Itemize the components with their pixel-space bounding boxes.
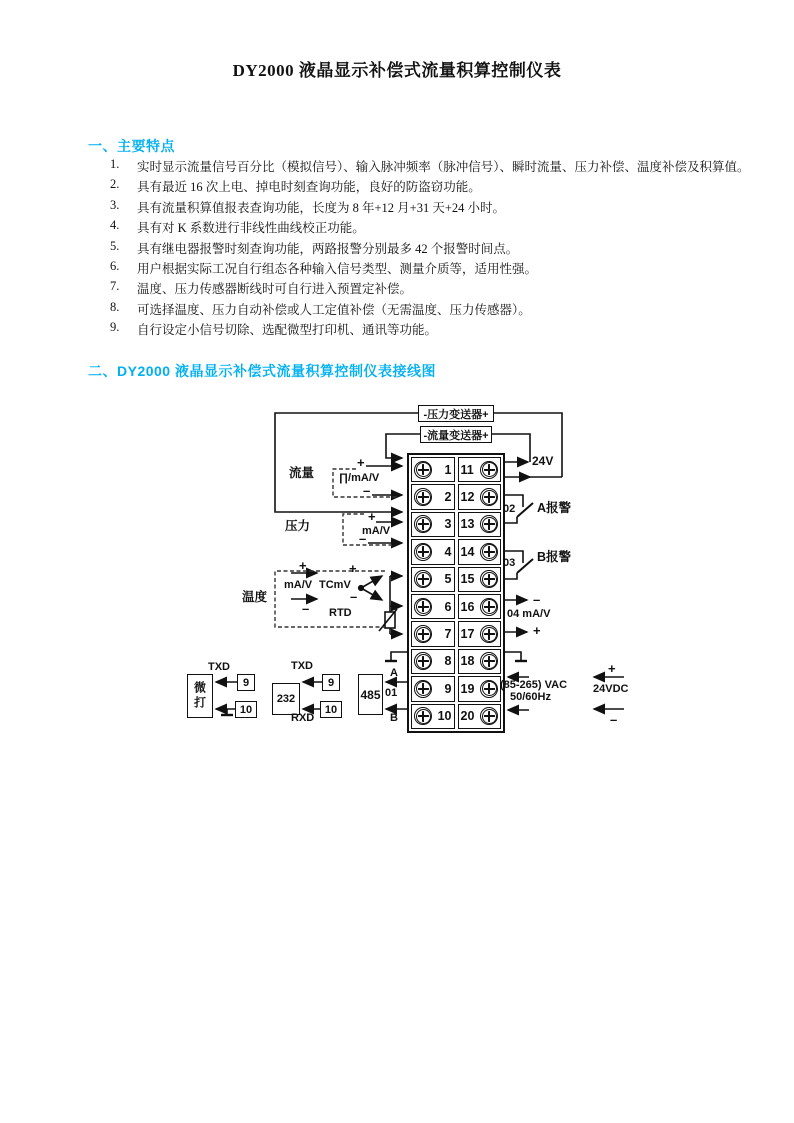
terminal-number: 10 [437, 709, 452, 724]
terminal-cell [411, 621, 455, 646]
feature-item [110, 300, 750, 320]
terminal-number: 8 [444, 654, 452, 669]
screw-icon [480, 570, 498, 588]
feature-item [110, 157, 750, 177]
item-number: 5. [110, 238, 120, 253]
terminal-number: 5 [444, 572, 452, 587]
tc-minus-sign: – [350, 589, 358, 604]
wiring-diagram [180, 400, 660, 750]
terminal-cell [411, 567, 455, 592]
terminal-number: 1 [444, 462, 452, 477]
terminal-number: 2 [444, 490, 452, 505]
analog-out-plus-sign: + [533, 623, 541, 638]
screw-icon [480, 707, 498, 725]
item-number: 7. [110, 279, 120, 294]
terminal-cell [411, 704, 455, 729]
item-number: 9. [110, 320, 120, 335]
rs232-box: 232 [272, 683, 300, 715]
screw-icon [480, 598, 498, 616]
temperature-input-label: 温度 [242, 590, 268, 604]
terminal-number: 7 [444, 627, 452, 642]
feature-item [110, 177, 750, 197]
power-24v-label: 24V [532, 454, 554, 468]
terminal-cell [458, 704, 502, 729]
rs485-box: 485 [358, 674, 383, 715]
screw-icon [480, 543, 498, 561]
printer-pin10-box: 10 [235, 701, 257, 718]
dc-minus-sign: – [610, 712, 618, 727]
screw-icon [480, 488, 498, 506]
item-number: 6. [110, 258, 120, 273]
terminal-cell [458, 512, 502, 537]
rs485-a-label: A [390, 667, 398, 679]
ac-frequency-label: 50/60Hz [510, 691, 551, 703]
analog-out-code: 04 mA/V [507, 608, 551, 620]
screw-icon [480, 680, 498, 698]
terminal-number: 12 [460, 490, 475, 505]
item-text: 具有最近 16 次上电、掉电时刻查询功能，良好的防盗窃功能。 [137, 180, 481, 195]
feature-item [110, 320, 750, 340]
pressure-signal-type: mA/V [362, 525, 391, 537]
pressure-transmitter-box: -压力变送器+ [418, 405, 494, 422]
screw-icon [414, 488, 432, 506]
terminal-number: 15 [460, 572, 475, 587]
screw-icon [414, 515, 432, 533]
screw-icon [414, 652, 432, 670]
alarm-b-label: B报警 [537, 550, 572, 564]
terminal-cell [458, 457, 502, 482]
terminal-number: 4 [444, 544, 452, 559]
terminal-number: 6 [444, 599, 452, 614]
terminal-cell [411, 457, 455, 482]
rs232-pin9-box: 9 [322, 674, 340, 691]
printer-box [187, 674, 213, 718]
terminal-cell [411, 649, 455, 674]
flow-minus-sign: – [363, 483, 371, 498]
item-text: 温度、压力传感器断线时可自行进入预置定补偿。 [137, 282, 413, 297]
terminal-cell [458, 621, 502, 646]
dc-plus-sign: + [608, 661, 616, 676]
flow-signal-type: ∏/mA/V [339, 472, 380, 484]
section-heading-wiring: 二、DY2000 液晶显示补偿式流量积算控制仪表接线图 [88, 363, 436, 379]
screw-icon [414, 461, 432, 479]
screw-icon [414, 707, 432, 725]
terminal-number: 9 [444, 681, 452, 696]
feature-item [110, 198, 750, 218]
item-number: 2. [110, 177, 120, 192]
item-number: 1. [110, 157, 120, 171]
screw-icon [480, 652, 498, 670]
dc-power-label: 24VDC [593, 683, 629, 695]
flow-transmitter-box: -流量变送器+ [420, 426, 492, 443]
item-text: 实时显示流量信号百分比（模拟信号）、输入脉冲频率（脉冲信号）、瞬时流量、压力补偿、温度补偿及积算值。 [137, 160, 750, 174]
rs485-address: 01 [385, 687, 398, 699]
temperature-plus-sign: + [299, 558, 307, 573]
screw-icon [414, 625, 432, 643]
terminal-cell [458, 539, 502, 564]
item-number: 3. [110, 197, 120, 212]
pressure-minus-sign: – [359, 531, 367, 546]
section-heading-features: 一、主要特点 [88, 138, 175, 154]
terminal-number: 3 [444, 517, 452, 532]
rtd-label: RTD [329, 607, 352, 619]
terminal-number: 20 [460, 709, 475, 724]
feature-item [110, 259, 750, 279]
terminal-cell [458, 567, 502, 592]
terminal-number: 17 [460, 627, 475, 642]
item-text: 可选择温度、压力自动补偿或人工定值补偿（无需温度、压力传感器）。 [137, 302, 531, 317]
pressure-plus-sign: + [368, 509, 376, 524]
item-text: 具有对 K 系数进行非线性曲线校正功能。 [137, 221, 365, 236]
item-text: 自行设定小信号切除、选配微型打印机、通讯等功能。 [137, 323, 438, 338]
screw-icon [414, 598, 432, 616]
rs485-b-label: B [390, 712, 398, 724]
screw-icon [414, 543, 432, 561]
terminal-cell [458, 594, 502, 619]
feature-list [110, 157, 750, 341]
temperature-signal-type: mA/V [284, 579, 313, 591]
terminal-cell [458, 484, 502, 509]
feature-item [110, 218, 750, 238]
printer-label: 微打 [192, 681, 207, 711]
item-text: 具有流量积算值报表查询功能，长度为 8 年+12 月+31 天+24 小时。 [137, 200, 506, 215]
rs232-rxd-label: RXD [291, 712, 315, 724]
ac-power-label: (85-265) VAC [500, 679, 568, 691]
terminal-cell [458, 649, 502, 674]
item-text: 具有继电器报警时刻查询功能，两路报警分别最多 42 个报警时间点。 [137, 241, 519, 256]
terminal-cell [411, 676, 455, 701]
terminal-number: 11 [460, 462, 474, 477]
terminal-cell [411, 594, 455, 619]
feature-item [110, 279, 750, 299]
thermocouple-label: TCmV [319, 579, 351, 591]
screw-icon [480, 461, 498, 479]
pressure-input-label: 压力 [285, 519, 311, 533]
temperature-minus-sign: – [302, 601, 310, 616]
terminal-number: 18 [460, 654, 475, 669]
flow-input-label: 流量 [289, 466, 315, 480]
rs232-pin10-box: 10 [320, 701, 342, 718]
terminal-cell [458, 676, 502, 701]
item-number: 4. [110, 218, 120, 233]
terminal-number: 13 [460, 517, 475, 532]
terminal-cell [411, 539, 455, 564]
terminal-number: 19 [460, 681, 475, 696]
screw-icon [414, 680, 432, 698]
tc-plus-sign: + [349, 561, 357, 576]
printer-pin9-box: 9 [237, 674, 255, 691]
flow-plus-sign: + [357, 455, 365, 470]
terminal-cell [411, 512, 455, 537]
alarm-a-code: 02 [503, 503, 516, 515]
item-number: 8. [110, 299, 120, 314]
feature-item [110, 239, 750, 259]
screw-icon [480, 515, 498, 533]
terminal-number: 14 [460, 544, 475, 559]
analog-out-minus-sign: – [533, 592, 541, 607]
terminal-block [407, 453, 505, 733]
item-text: 用户根据实际工况自行组态各种输入信号类型、测量介质等，适用性强。 [137, 261, 538, 276]
alarm-b-code: 03 [503, 557, 516, 569]
terminal-cell [411, 484, 455, 509]
page-title: DY2000 液晶显示补偿式流量积算控制仪表 [232, 61, 562, 80]
screw-icon [414, 570, 432, 588]
alarm-a-label: A报警 [537, 501, 572, 515]
terminal-number: 16 [460, 599, 475, 614]
printer-txd-label: TXD [208, 661, 230, 673]
screw-icon [480, 625, 498, 643]
rs232-txd-label: TXD [291, 660, 313, 672]
